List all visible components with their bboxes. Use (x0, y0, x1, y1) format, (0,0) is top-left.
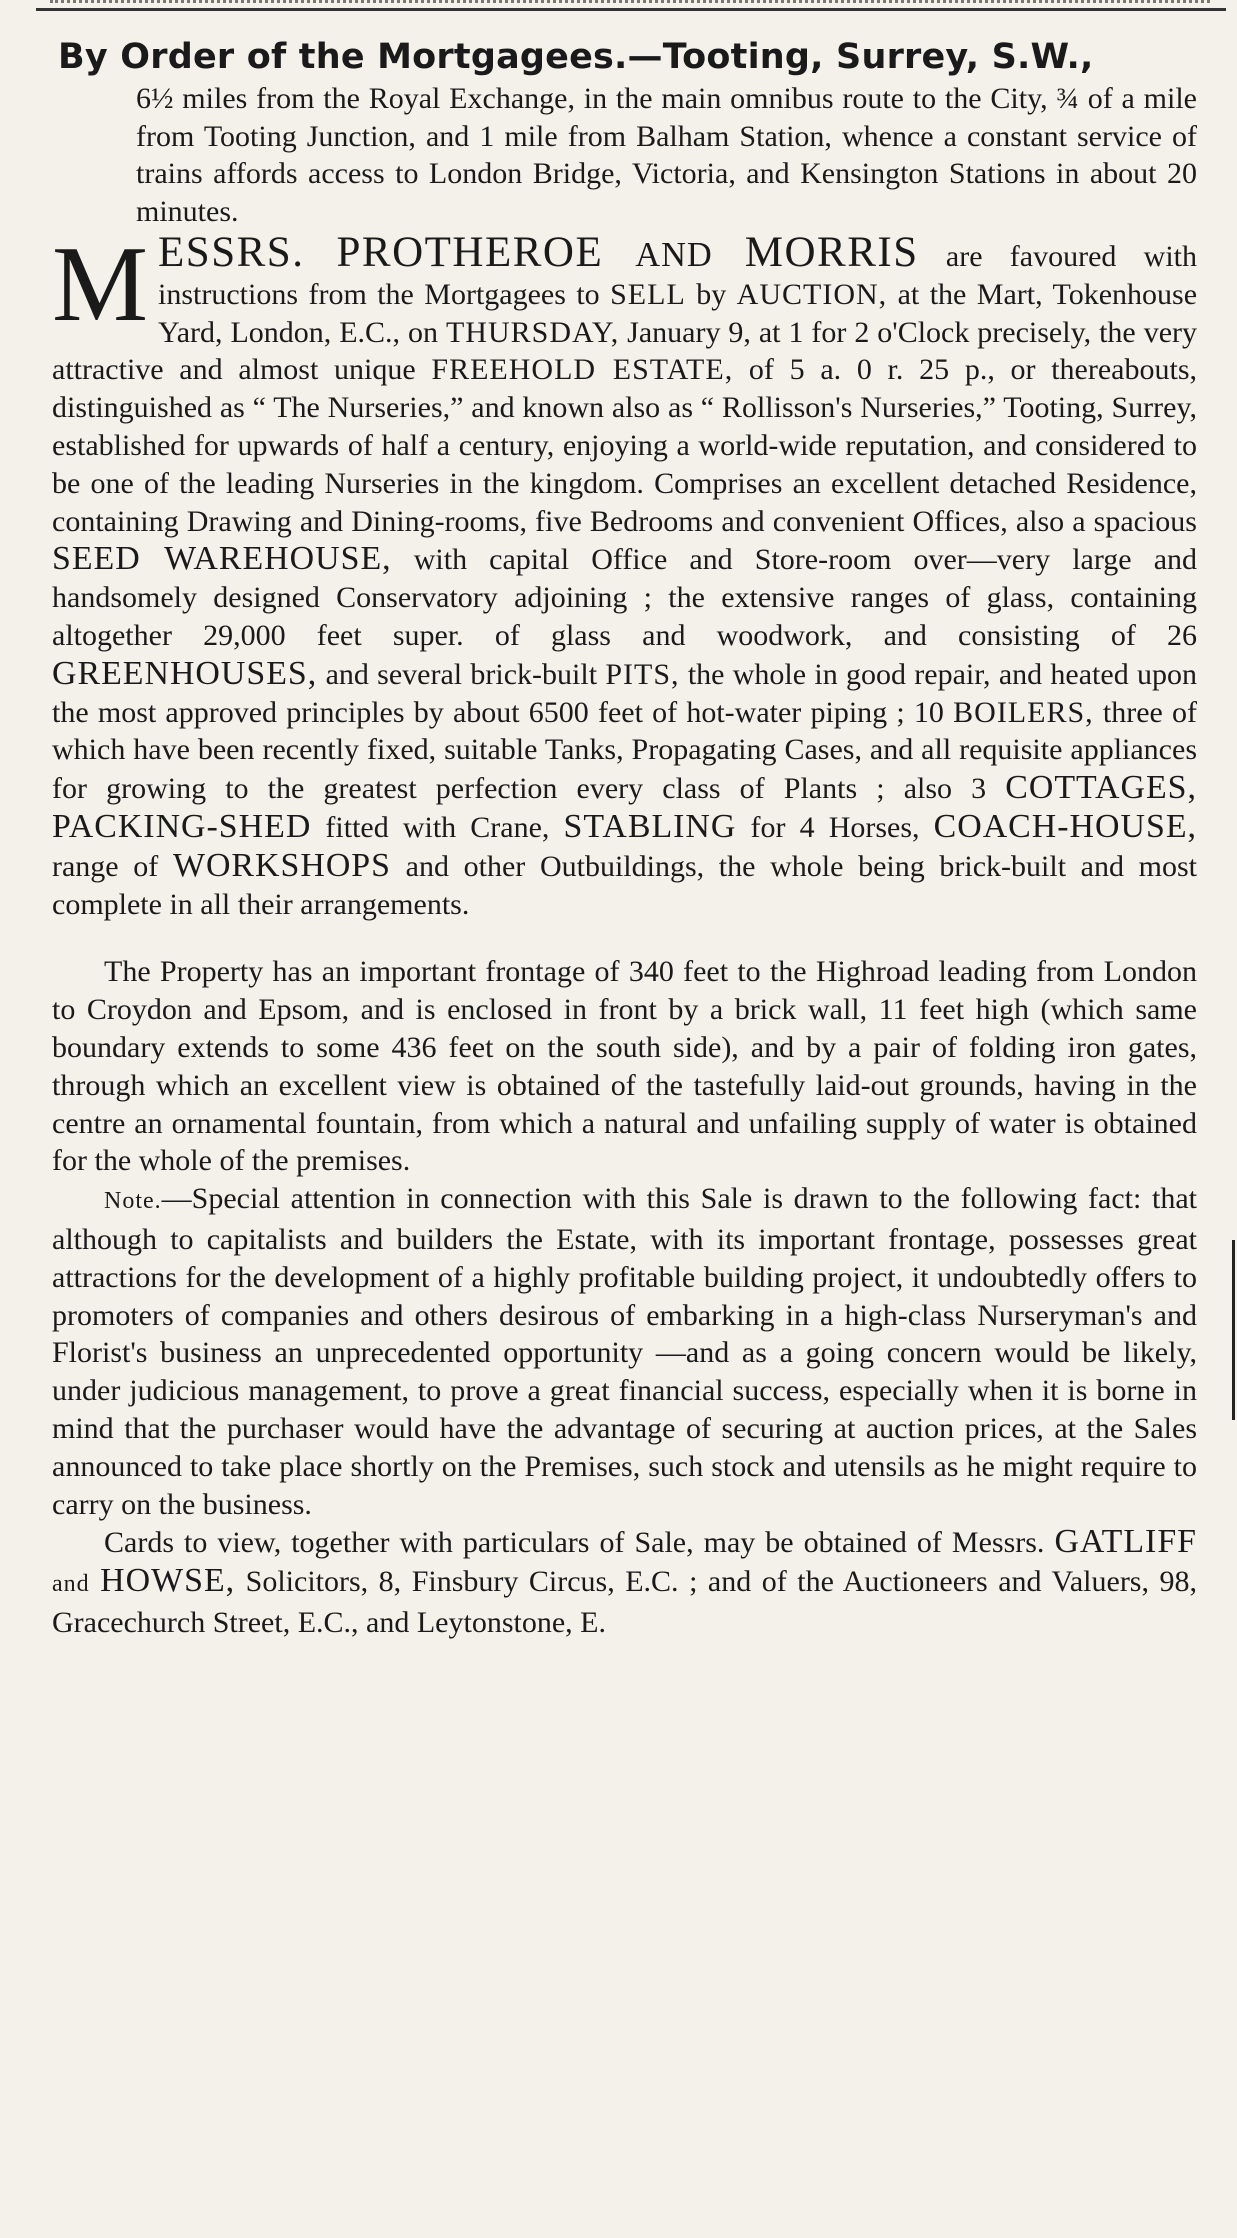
top-rule (36, 8, 1226, 11)
drop-cap: M (52, 225, 149, 344)
note-paragraph: Note.—Special attention in connection with this Sale is drawn to the following fact: that although to capitalists and builders the Estate, with its important frontage, possesses great attractions for the development of a highly profitable building project, it undoubtedly offers to promoters of companies and others desirous of embarking in a high-class Nurseryman's and Florist's business an unprecedented opportunity —and as a going concern would be likely, under judicious management, to prove a great financial success, especially when it is borne in mind that the purchaser would have the advantage of securing at auction prices, at the Sales announced to take place shortly on the Premises, such stock and utensils as he might require to carry on the business. (52, 1182, 1197, 1521)
sale-day: THURSDAY, (445, 315, 620, 349)
auction-advertisement (52, 34, 1197, 1642)
auction-announcement: M ESSRS. PROTHEROE AND MORRIS are favoured with instructions from the Mortgagees to SELL by AUCTION, at the Mart, Tokenhouse Yard, London, E.C., on THURSDAY, January 9, at 1 for 2 o'Clock precisely, the very attractive and almost unique FREEHOLD ESTATE, of 5 a. 0 r. 25 p., or thereabouts, distinguished as “ The Nurseries,” and known also as “ Rollisson's Nurseries,” Tooting, Surrey, established for upwards of half a century, enjoying a world-wide reputation, and considered to be one of the leading Nurseries in the kingdom. Comprises an excellent detached Residence, containing Drawing and Dining-rooms, five Bedrooms and convenient Offices, also a spacious SEED WAREHOUSE, with capital Office and Store-room over—very large and handsomely designed Conservatory adjoining ; the extensive ranges of glass, containing altogether 29,000 feet super. of glass and woodwork, and consisting of 26 GREENHOUSES, and several brick-built PITS, the whole in good repair, and heated upon the most approved principles by about 6500 feet of hot-water piping ; 10 BOILERS, three of which have been recently fixed, suitable Tanks, Propagating Cases, and all requisite appliances for growing to the greatest perfection every class of Plants ; also 3 COTTAGES, PACKING-SHED fitted with Crane, STABLING for 4 Horses, COACH-HOUSE, range of WORKSHOPS and other Outbuildings, the whole being brick-built and most complete in all their arrangements. (52, 225, 1198, 921)
property-paragraph: The Property has an important frontage of 340 feet to the Highroad leading from London to Croydon and Epsom, and is enclosed in front by a brick wall, 11 feet high (which same boundary extends to some 436 feet on the south side), and by a pair of folding iron gates, through which an excellent view is obtained of the tastefully laid-out grounds, having in the centre an ornamental fountain, from which a natural and unfailing supply of water is obtained for the whole of the premises. (52, 955, 1197, 1178)
pits: PITS, (605, 657, 680, 691)
greenhouses: GREENHOUSES, (52, 654, 318, 692)
top-dotted-fragment (50, 0, 1210, 7)
workshops: WORKSHOPS (172, 846, 391, 884)
stabling: STABLING (563, 807, 737, 845)
auction-word: AUCTION, (736, 277, 888, 311)
seed-warehouse: SEED WAREHOUSE, (52, 540, 392, 578)
solicitor-name-2: HOWSE, (100, 1562, 236, 1600)
auctioneer-firm-name: ESSRS. PROTHEROE AND MORRIS (158, 229, 919, 276)
solicitor-name-1: GATLIFF (1054, 1523, 1198, 1561)
cottages-packing-shed: COTTAGES, PACKING-SHED (52, 769, 1198, 845)
sell-word: SELL (610, 277, 686, 311)
headline: By Order of the Mortgagees.—Tooting, Surrey, S.W., (58, 37, 1094, 77)
note-label: Note. (104, 1188, 162, 1215)
boilers: BOILERS, (953, 695, 1094, 729)
right-column-rule (1232, 1240, 1235, 1420)
estate-type: FREEHOLD ESTATE, (431, 353, 734, 387)
cards-paragraph: Cards to view, together with particulars of Sale, may be obtained of Messrs. GATLIFF and HOWSE, Solicitors, 8, Finsbury Circus, E.C. ; and of the Auctioneers and Valuers, 98, Gracechurch Street, E.C., and Leytonstone, E. (52, 1523, 1198, 1639)
location-description: 6½ miles from the Royal Exchange, in the main omnibus route to the City, ¾ of a mile from Tooting Junction, and 1 mile from Balham Station, whence a constant service of trains affords access to London Bridge, Victoria, and Kensington Stations in about 20 minutes. (136, 82, 1197, 228)
coach-house: COACH-HOUSE, (933, 807, 1197, 845)
